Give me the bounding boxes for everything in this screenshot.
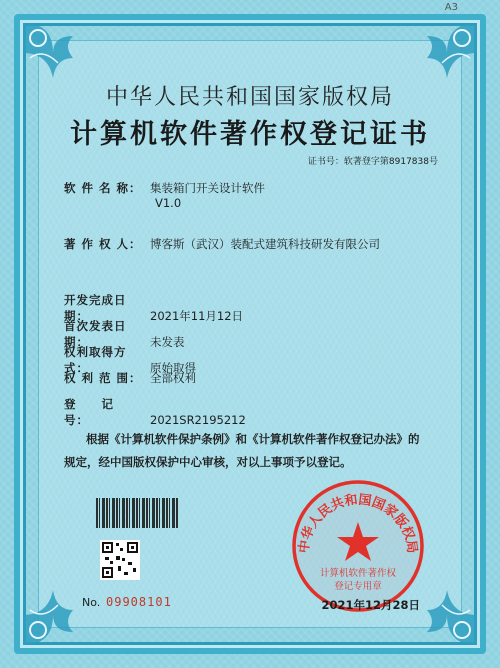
- field-label: 首次发表日期：: [64, 319, 127, 349]
- field-label: 开发完成日期：: [64, 293, 127, 323]
- field-label: 权 利 范 围：: [64, 371, 142, 385]
- seal-ring-text: 中华人民共和国国家版权局: [296, 492, 420, 555]
- certificate-number-value: 软著登字第8917838号: [343, 157, 438, 167]
- serial-label: No.: [82, 596, 101, 609]
- certificate-number: [308, 154, 438, 167]
- field-value: 未发表: [150, 335, 185, 349]
- field-owner: [64, 236, 380, 252]
- corner-ornament-icon: [18, 580, 88, 650]
- field-label: 软 件 名 称：: [64, 181, 142, 195]
- field-label: 登 记 号：: [64, 397, 127, 427]
- field-value: 集装箱门开关设计软件: [150, 181, 265, 195]
- statement-line: 根据《计算机软件保护条例》和《计算机软件著作权登记办法》的: [86, 432, 420, 446]
- serial-number: 09908101: [106, 595, 172, 609]
- certificate-title: 计算机软件著作权登记证书: [70, 119, 430, 150]
- field-value: 全部权利: [150, 371, 196, 385]
- corner-mark: A3: [444, 2, 458, 13]
- field-registration-number: [64, 396, 246, 428]
- seal-center-line2: 登记专用章: [334, 581, 382, 592]
- corner-ornament-icon: [412, 18, 482, 88]
- issue-date: 2021年12月28日: [321, 598, 420, 612]
- field-label: 权利取得方式：: [64, 345, 127, 375]
- certificate-number-label: 证书号：: [307, 157, 344, 167]
- field-value: 博客斯（武汉）装配式建筑科技研发有限公司: [150, 237, 380, 251]
- field-software-version: V1.0: [155, 196, 182, 210]
- statement-line: 规定，经中国版权保护中心审核，对以上事项予以登记。: [64, 455, 352, 469]
- corner-ornament-icon: [18, 18, 88, 88]
- field-value: 2021年11月12日: [150, 309, 244, 323]
- field-label: 著 作 权 人：: [64, 237, 142, 251]
- field-value: 2021SR2195212: [150, 413, 246, 427]
- field-rights-scope: [64, 370, 196, 386]
- barcode: [96, 498, 178, 528]
- field-value: 原始取得: [150, 361, 196, 375]
- official-seal-icon: [290, 478, 426, 614]
- registration-statement: [64, 428, 436, 474]
- field-software-name: [64, 180, 265, 196]
- qr-code-icon: [100, 540, 140, 580]
- seal-center-line1: 计算机软件著作权: [319, 568, 397, 579]
- issuing-authority: 中华人民共和国国家版权局: [105, 85, 394, 110]
